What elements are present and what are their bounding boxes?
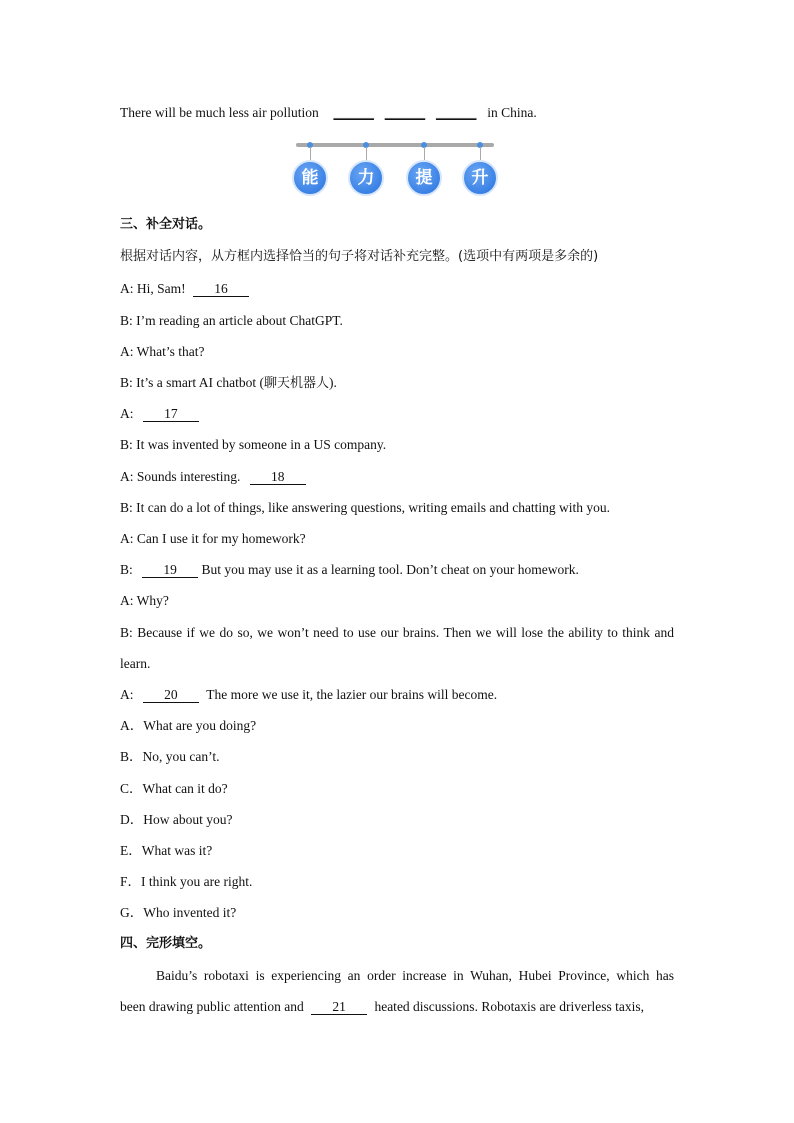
banner-stem (366, 147, 367, 160)
speaker-label: A: (120, 593, 134, 608)
answer-blank-20: 20 (143, 687, 199, 703)
dialogue-text: Hi, Sam! (136, 281, 186, 296)
section-3-instruction: 根据对话内容，从方框内选择恰当的句子将对话补充完整。(选项中有两项是多余的) (120, 249, 599, 264)
sentence-end: in China. (487, 105, 537, 120)
dialogue-text: Can I use it for my homework? (136, 531, 306, 546)
banner-char-3: 提 (406, 160, 442, 196)
dialogue-text: It can do a lot of things, like answering questions, writing emails and chatting with you. (136, 500, 611, 515)
speaker-label: A: (120, 344, 134, 359)
answer-blank-21: 21 (311, 999, 367, 1015)
sentence-text: There will be much less air pollution (120, 105, 319, 120)
option-a: A．What are you doing? (120, 718, 257, 733)
speaker-label: A: (120, 531, 134, 546)
banner-stem (310, 147, 311, 160)
dialogue-text: What’s that? (136, 344, 205, 359)
banner-stem (424, 147, 425, 160)
dialogue-line (120, 436, 680, 454)
dialogue-text: It was invented by someone in a US company. (136, 437, 387, 452)
banner-stem (480, 147, 481, 160)
answer-blank-1: ______ (333, 105, 374, 120)
option-c: C．What can it do? (120, 781, 228, 796)
dialogue-line (120, 405, 680, 423)
speaker-label: A: (120, 469, 134, 484)
dialogue-line-wrapped: B: Because if we do so, we won’t need to use our brains. Then we will lose the ability to think and (120, 625, 674, 640)
banner-char-4: 升 (462, 160, 498, 196)
ability-banner (290, 140, 500, 200)
dialogue-text: The more we use it, the lazier our brains will become. (206, 687, 498, 702)
dialogue-line (120, 530, 680, 548)
banner-char-2: 力 (348, 160, 384, 196)
option-d: D．How about you? (120, 812, 233, 827)
dialogue-text: I’m reading an article about ChatGPT. (136, 313, 343, 328)
answer-blank-16: 16 (193, 281, 249, 297)
answer-blank-2: ______ (384, 105, 426, 120)
dialogue-cn-text: 聊天机器人 (263, 376, 329, 391)
cloze-paragraph-line-2 (120, 998, 680, 1016)
dialogue-text: But you may use it as a learning tool. Don’t cheat on your homework. (201, 562, 579, 577)
answer-blank-3: ______ (435, 105, 477, 120)
banner-bar (296, 143, 494, 147)
section-3-title: 三、补全对话。 (120, 217, 212, 232)
dialogue-text: Why? (136, 593, 169, 608)
answer-blank-17: 17 (143, 406, 199, 422)
dialogue-line (120, 686, 680, 704)
dialogue-text: It’s a smart AI chatbot ( (136, 375, 264, 390)
banner-char-1: 能 (292, 160, 328, 196)
dialogue-line-continued: learn. (120, 656, 151, 671)
dialogue-line (120, 468, 680, 486)
dialogue-line (120, 343, 680, 361)
answer-blank-19: 19 (142, 562, 198, 578)
dialogue-text: ). (329, 375, 337, 390)
speaker-label: B: (120, 313, 133, 328)
option-e: E．What was it? (120, 843, 213, 858)
dialogue-line (120, 374, 680, 393)
speaker-label: B: (120, 437, 133, 452)
dialogue-line (120, 312, 680, 330)
speaker-label: B: (120, 500, 133, 515)
dialogue-line (120, 499, 680, 517)
section-4-title: 四、完形填空。 (120, 936, 212, 951)
speaker-label: A: (120, 281, 134, 296)
speaker-label: B: (120, 375, 133, 390)
answer-blank-18: 18 (250, 469, 306, 485)
option-g: G．Who invented it? (120, 905, 237, 920)
cloze-text: heated discussions. Robotaxis are driverless taxis, (374, 999, 645, 1014)
cloze-text: been drawing public attention and (120, 999, 304, 1014)
cloze-paragraph-line-1: Baidu’s robotaxi is experiencing an order increase in Wuhan, Hubei Province, which has (156, 968, 674, 983)
fill-in-sentence (120, 104, 680, 122)
speaker-label: A: (120, 406, 134, 421)
option-b: B．No, you can’t. (120, 749, 220, 764)
option-f: F．I think you are right. (120, 874, 253, 889)
speaker-label: A: (120, 687, 134, 702)
dialogue-text: Sounds interesting. (136, 469, 241, 484)
dialogue-line (120, 561, 680, 579)
dialogue-line (120, 280, 680, 298)
dialogue-line (120, 592, 680, 610)
speaker-label: B: (120, 562, 133, 577)
